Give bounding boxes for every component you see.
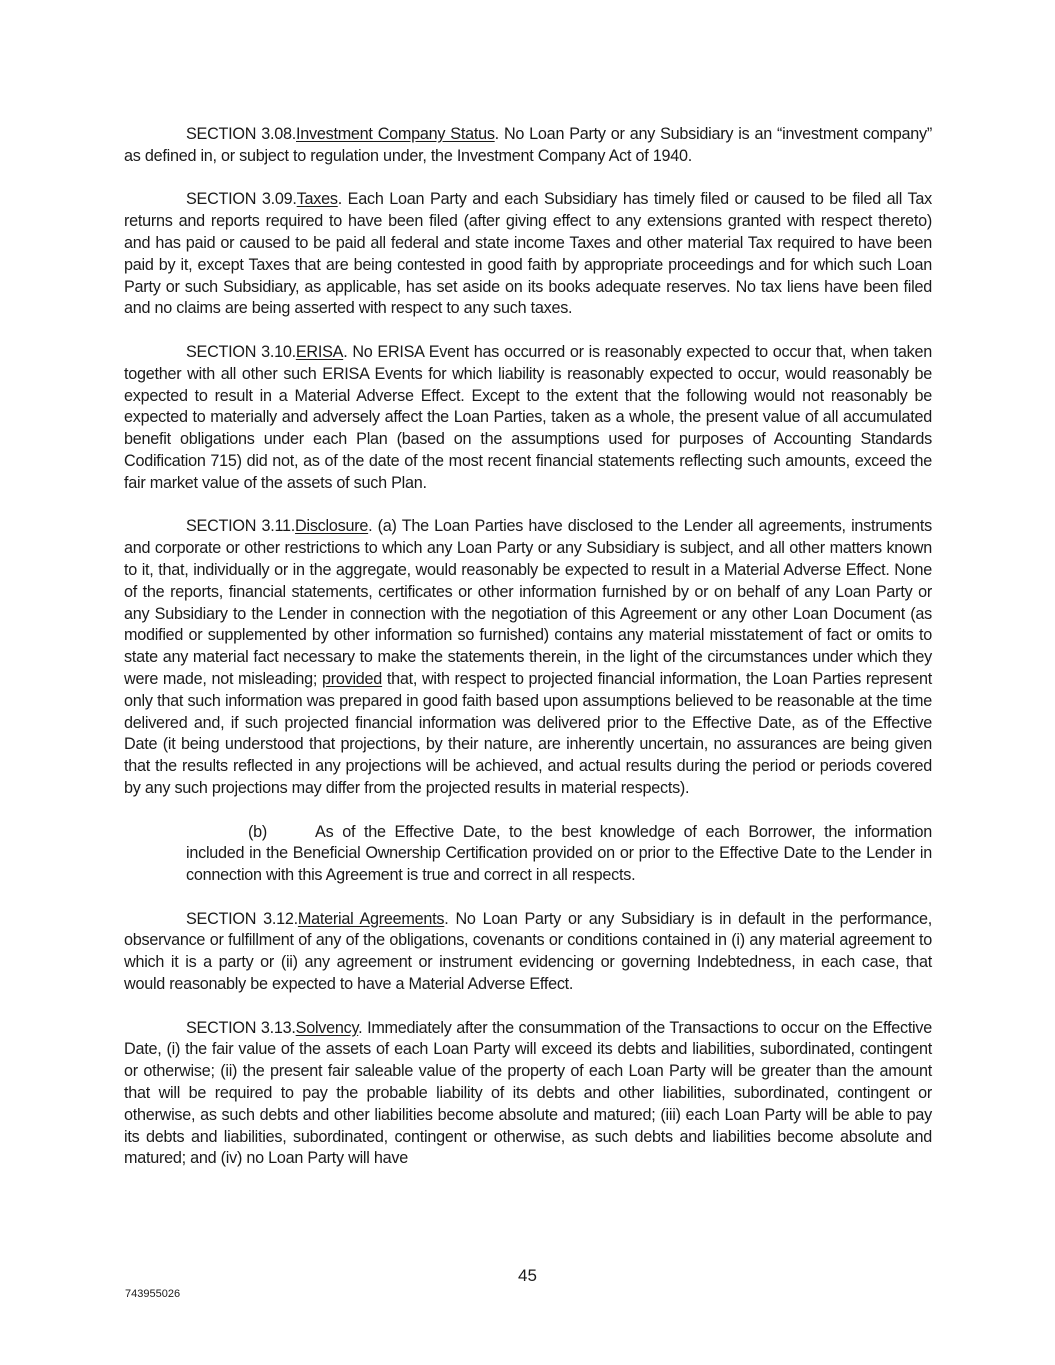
section-title: Solvency	[295, 1018, 359, 1037]
section-number: SECTION 3.12.	[186, 909, 298, 928]
section-number: SECTION 3.11.	[186, 517, 296, 536]
section-body: . No Loan Party or any Subsidiary is an “investment company” as defined in, or subject to regulation under, the Investment Company Act of 1940.	[124, 125, 933, 165]
defined-term-provided: provided	[321, 669, 383, 688]
section-3-11-b	[186, 822, 932, 887]
sub-clause-label: (b)	[248, 822, 268, 841]
section-body-continued: that, with respect to projected financial information, the Loan Parties represent only that such information was prepared in good faith based upon assumptions believed to be reasonable at the time delivered and, if such projected financial information was delivered prior to the Effective Date, as of the Effective Date (it being understood that projections, by their nature, are inherently uncertain, no assurances are being given that the results reflected in any projections will be achieved, and actual results during the period or periods covered by any such projections may differ from the projected results in material respects).	[124, 669, 932, 797]
section-number: SECTION 3.08.	[186, 125, 296, 143]
section-title: Disclosure	[295, 517, 369, 536]
section-title: Material Agreements	[297, 909, 445, 928]
section-3-11	[124, 516, 932, 799]
section-number: SECTION 3.10.	[186, 342, 296, 361]
document-id: 743955026	[125, 1288, 181, 1300]
section-body: . No Loan Party or any Subsidiary is in default in the performance, observance or fulfillment of any of the obligations, covenants or conditions contained in (i) any material agreement to which it is a party or (ii) any agreement or instrument evidencing or governing Indebtedness, in each case, that would reasonably be expected to have a Material Adverse Effect.	[124, 909, 933, 994]
section-title: ERISA	[295, 342, 344, 361]
section-3-13	[124, 1018, 932, 1171]
section-body: . Immediately after the consummation of the Transactions to occur on the Effective Date, (i) the fair value of the assets of each Loan Party will exceed its debts and liabilities, subordinated, contingent or otherwise; (ii) the present fair saleable value of the property of each Loan Party will be greater than the amount that will be required to pay the probable liability of its debts and other liabilities, subordinated, contingent or otherwise, as such debts and other liabilities become absolute and matured; (iii) each Loan Party will be able to pay its debts and liabilities, subordinated, contingent or otherwise, as such debts and liabilities become absolute and matured; and (iv) no Loan Party will have	[124, 1018, 933, 1168]
section-number: SECTION 3.09.	[186, 190, 297, 209]
section-3-12	[124, 909, 932, 996]
section-body: . No ERISA Event has occurred or is reasonably expected to occur that, when taken together with all other such ERISA Events for which liability is reasonably expected to occur, would reasonably be expected to result in a Material Adverse Effect. Except to the extent that the following would not reasonably be expected to materially and adversely affect the Loan Parties, taken as a whole, the present value of all accumulated benefit obligations under each Plan (based on the assumptions used for purposes of Accounting Standards Codification 715) did not, as of the date of the most recent financial statements reflecting such amounts, exceed the fair market value of the assets of such Plan.	[124, 342, 932, 492]
section-body: . Each Loan Party and each Subsidiary has timely filed or caused to be filed all Tax returns and reports required to have been filed (after giving effect to any extensions granted with respect thereto) and has paid or caused to be paid all federal and state income Taxes and other material Tax required to have been paid by it, except Taxes that are being contested in good faith by appropriate proceedings and for which such Loan Party or such Subsidiary, as applicable, has set aside on its books adequate reserves. No tax liens have been filed and no claims are being asserted with respect to any such taxes.	[124, 190, 932, 318]
section-title: Taxes	[296, 190, 338, 209]
section-3-08	[124, 124, 932, 168]
page-number: 45	[518, 1266, 537, 1285]
section-3-09	[124, 189, 932, 320]
section-body: . (a) The Loan Parties have disclosed to the Lender all agreements, instruments and corporate or other restrictions to which any Loan Party or any Subsidiary is subject, and all other matters known to it, that, individually or in the aggregate, would reasonably be expected to result in a Material Adverse Effect. None of the reports, financial statements, certificates or other information furnished by or on behalf of any Loan Party or any Subsidiary to the Lender in connection with the negotiation of this Agreement or any other Loan Document (as modified or supplemented by other information so furnished) contains any material misstatement of fact or omits to state any material fact necessary to make the statements therein, in the light of the circumstances under which they were made, not misleading;	[124, 517, 932, 688]
sub-clause-body: As of the Effective Date, to the best knowledge of each Borrower, the information included in the Beneficial Ownership Certification provided on or prior to the Effective Date to the Lender in connection with this Agreement is true and correct in all respects.	[186, 822, 932, 885]
section-title: Investment Company Status	[296, 125, 495, 143]
document-page	[124, 124, 932, 1192]
section-number: SECTION 3.13.	[186, 1018, 296, 1037]
section-3-10	[124, 342, 932, 495]
